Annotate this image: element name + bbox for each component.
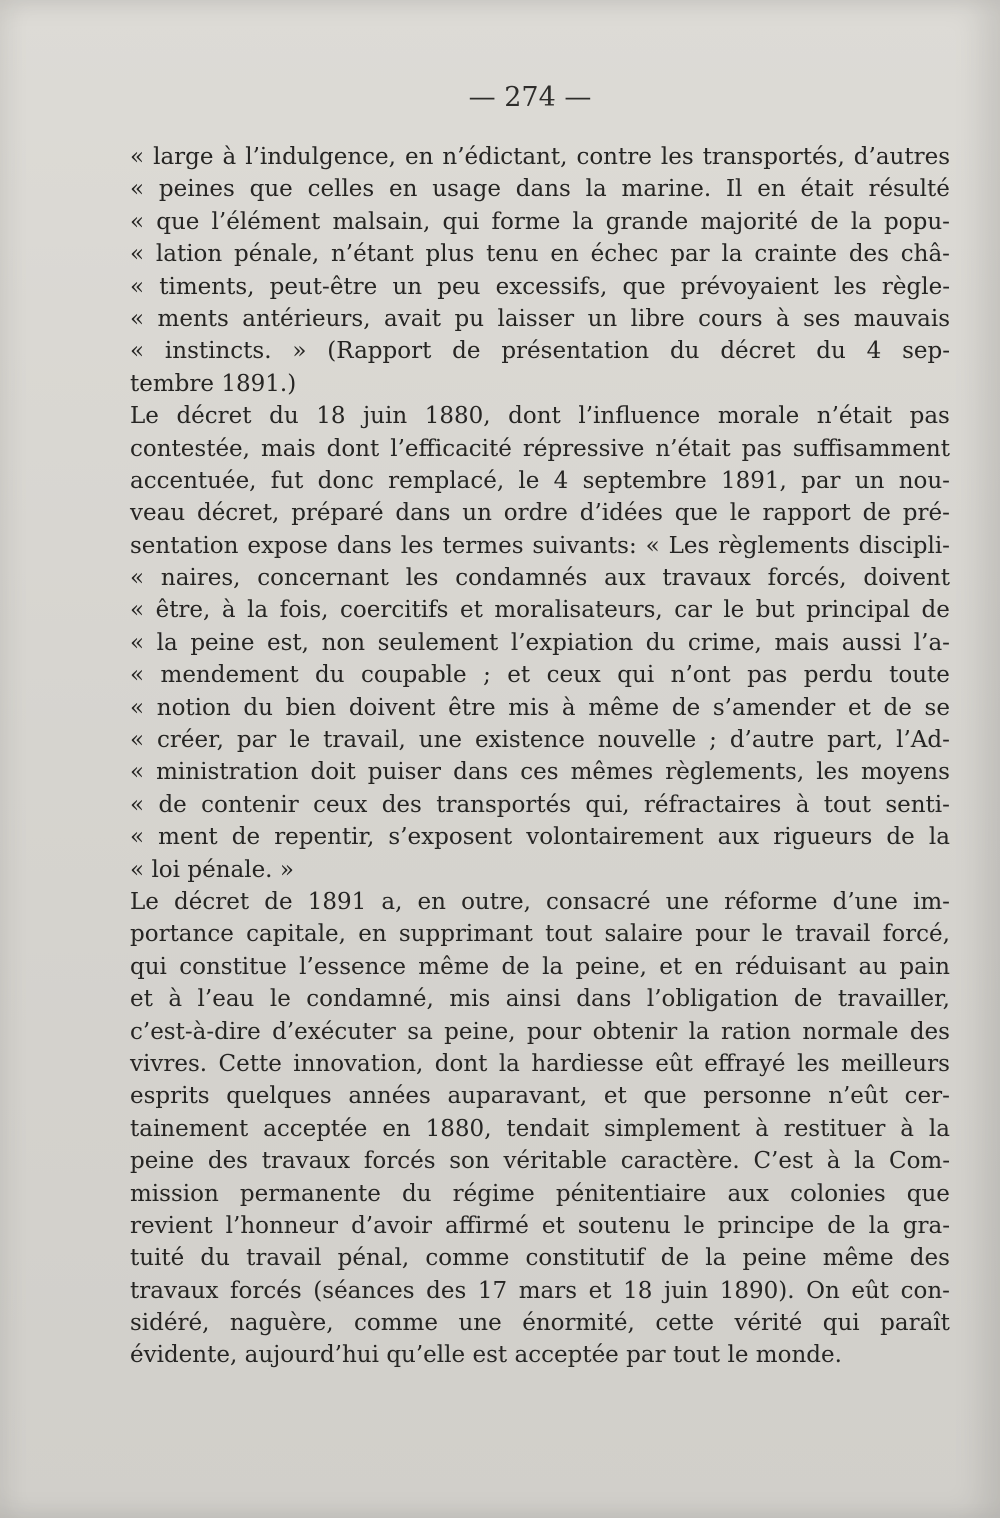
- text-line: sentation expose dans les termes suivants: « Les règlements discipli-: [130, 532, 950, 559]
- text-line: portance capitale, en supprimant tout salaire pour le travail forcé,: [130, 921, 950, 948]
- text-line: « que l’élément malsain, qui forme la grande majorité de la popu-: [130, 208, 950, 235]
- text-line: qui constitue l’essence même de la peine, et en réduisant au pain: [130, 953, 950, 980]
- text-line: « de contenir ceux des transportés qui, réfractaires à tout senti-: [130, 791, 950, 818]
- text-line: et à l’eau le condamné, mis ainsi dans l’obligation de travailler,: [130, 986, 950, 1013]
- text-line: « mendement du coupable ; et ceux qui n’ont pas perdu toute: [130, 662, 950, 689]
- text-line: « ministration doit puiser dans ces mêmes règlements, les moyens: [130, 759, 950, 786]
- text-line: accentuée, fut donc remplacé, le 4 septembre 1891, par un nou-: [130, 467, 950, 494]
- text-line: « ments antérieurs, avait pu laisser un libre cours à ses mauvais: [130, 305, 950, 332]
- text-line: travaux forcés (séances des 17 mars et 18 juin 1890). On eût con-: [130, 1277, 950, 1304]
- text-line: tuité du travail pénal, comme constitutif de la peine même des: [130, 1245, 950, 1272]
- text-line: revient l’honneur d’avoir affirmé et soutenu le principe de la gra-: [130, 1212, 950, 1239]
- text-line: « être, à la fois, coercitifs et moralisateurs, car le but principal de: [130, 597, 950, 624]
- text-line: Le décret du 18 juin 1880, dont l’influence morale n’était pas: [130, 403, 950, 430]
- text-line: « notion du bien doivent être mis à même de s’amender et de se: [130, 694, 950, 721]
- text-line: « instincts. » (Rapport de présentation du décret du 4 sep-: [130, 338, 950, 365]
- body-text: [130, 141, 950, 1372]
- text-line: contestée, mais dont l’efficacité répressive n’était pas suffisamment: [130, 435, 950, 462]
- text-line: veau décret, préparé dans un ordre d’idées que le rapport de pré-: [130, 500, 950, 527]
- text-line: « loi pénale. »: [130, 856, 294, 883]
- text-line: « ment de repentir, s’exposent volontairement aux rigueurs de la: [130, 824, 950, 851]
- text-line: sidéré, naguère, comme une énormité, cette vérité qui paraît: [130, 1310, 950, 1337]
- text-line: « la peine est, non seulement l’expiation du crime, mais aussi l’a-: [130, 629, 950, 656]
- text-line: « large à l’indulgence, en n’édictant, contre les transportés, d’autres: [130, 144, 950, 170]
- text-line: Le décret de 1891 a, en outre, consacré une réforme d’une im-: [130, 888, 950, 915]
- text-line: tainement acceptée en 1880, tendait simplement à restituer à la: [130, 1115, 950, 1142]
- text-line: évidente, aujourd’hui qu’elle est acceptée par tout le monde.: [130, 1342, 842, 1369]
- text-line: peine des travaux forcés son véritable caractère. C’est à la Com-: [130, 1148, 950, 1175]
- text-line: mission permanente du régime pénitentiaire aux colonies que: [130, 1180, 950, 1207]
- text-line: « créer, par le travail, une existence nouvelle ; d’autre part, l’Ad-: [130, 727, 950, 754]
- text-line: « timents, peut-être un peu excessifs, que prévoyaient les règle-: [130, 273, 950, 300]
- text-line: « peines que celles en usage dans la marine. Il en était résulté: [130, 176, 950, 203]
- text-line: c’est-à-dire d’exécuter sa peine, pour obtenir la ration normale des: [130, 1018, 950, 1045]
- text-line: vivres. Cette innovation, dont la hardiesse eût effrayé les meilleurs: [130, 1050, 950, 1077]
- text-line: esprits quelques années auparavant, et que personne n’eût cer-: [130, 1083, 950, 1110]
- text-line: « naires, concernant les condamnés aux travaux forcés, doivent: [130, 565, 950, 592]
- page-number: — 274 —: [468, 82, 592, 113]
- text-line: « lation pénale, n’étant plus tenu en échec par la crainte des châ-: [130, 241, 950, 268]
- text-line: tembre 1891.): [130, 370, 297, 397]
